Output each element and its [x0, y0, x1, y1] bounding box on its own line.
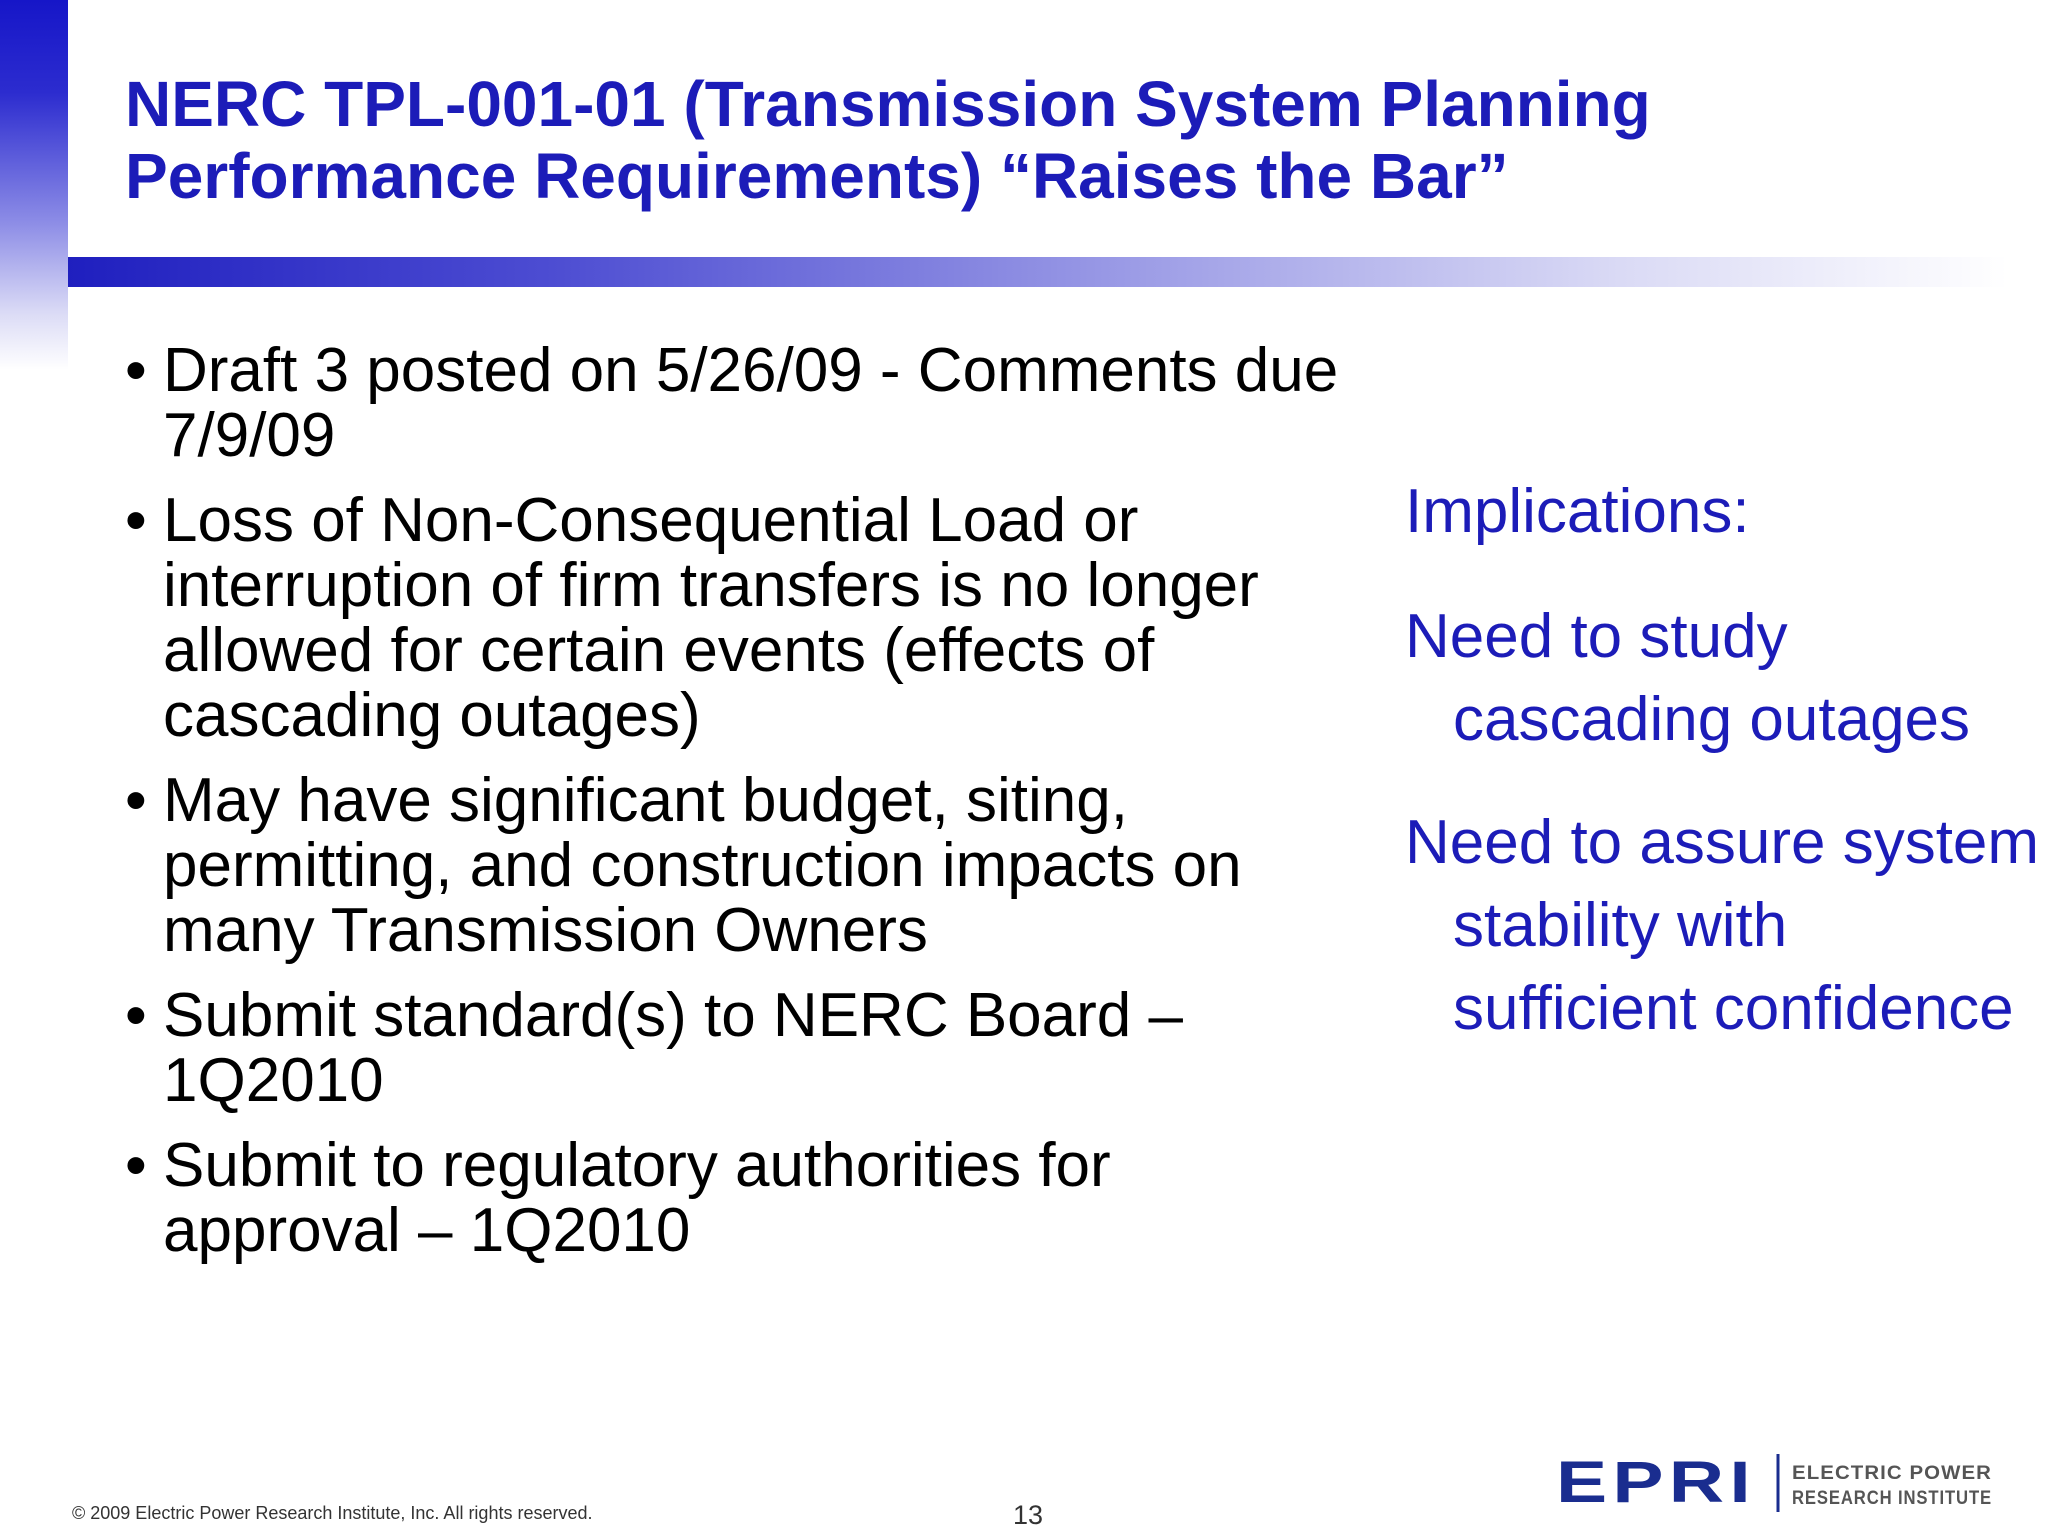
page-number: 13	[1013, 1500, 1044, 1530]
implications-heading: Implications:	[1405, 477, 1750, 546]
title-underline-bar	[68, 257, 2008, 287]
implication-item: Need to study cascading outages	[1405, 602, 1971, 754]
implication-item: Need to assure system stability with sufficient confidence	[1405, 808, 2040, 1043]
bullet-list	[125, 338, 1365, 1283]
bullet-text: Loss of Non-Consequential Load or interruption of firm transfers is no longer allowed for certain events (effects of cascading outages)	[163, 486, 1259, 750]
bullet-dot: •	[125, 336, 147, 405]
epri-logo-mark: EPRI	[1556, 1450, 1756, 1515]
bullet-text: Submit standard(s) to NERC Board – 1Q2010	[163, 981, 1183, 1115]
bullet-text: Draft 3 posted on 5/26/09 - Comments due 7/9/09	[163, 336, 1339, 470]
logo-text-line1: ELECTRIC POWER	[1792, 1463, 1992, 1484]
bullet-dot: •	[125, 486, 147, 555]
bullet-item	[125, 983, 1365, 1113]
bullet-dot: •	[125, 981, 147, 1050]
implications-box	[1405, 470, 2045, 1090]
bullet-text: May have significant budget, siting, permitting, and construction impacts on many Transmission Owners	[163, 766, 1242, 965]
bullet-item	[125, 488, 1365, 748]
logo-text-line2: RESEARCH INSTITUTE	[1792, 1488, 1992, 1509]
left-accent-bar	[0, 0, 68, 370]
epri-logo	[1556, 1448, 1996, 1518]
bullet-dot: •	[125, 766, 147, 835]
bullet-dot: •	[125, 1131, 147, 1200]
bullet-text: Submit to regulatory authorities for approval – 1Q2010	[163, 1131, 1111, 1265]
slide-title: NERC TPL-001-01 (Transmission System Planning Performance Requirements) “Raises the Bar”	[125, 68, 1651, 212]
copyright-notice: © 2009 Electric Power Research Institute, Inc. All rights reserved.	[72, 1503, 593, 1523]
bullet-item	[125, 1133, 1365, 1263]
bullet-item	[125, 338, 1365, 468]
bullet-item	[125, 768, 1365, 963]
